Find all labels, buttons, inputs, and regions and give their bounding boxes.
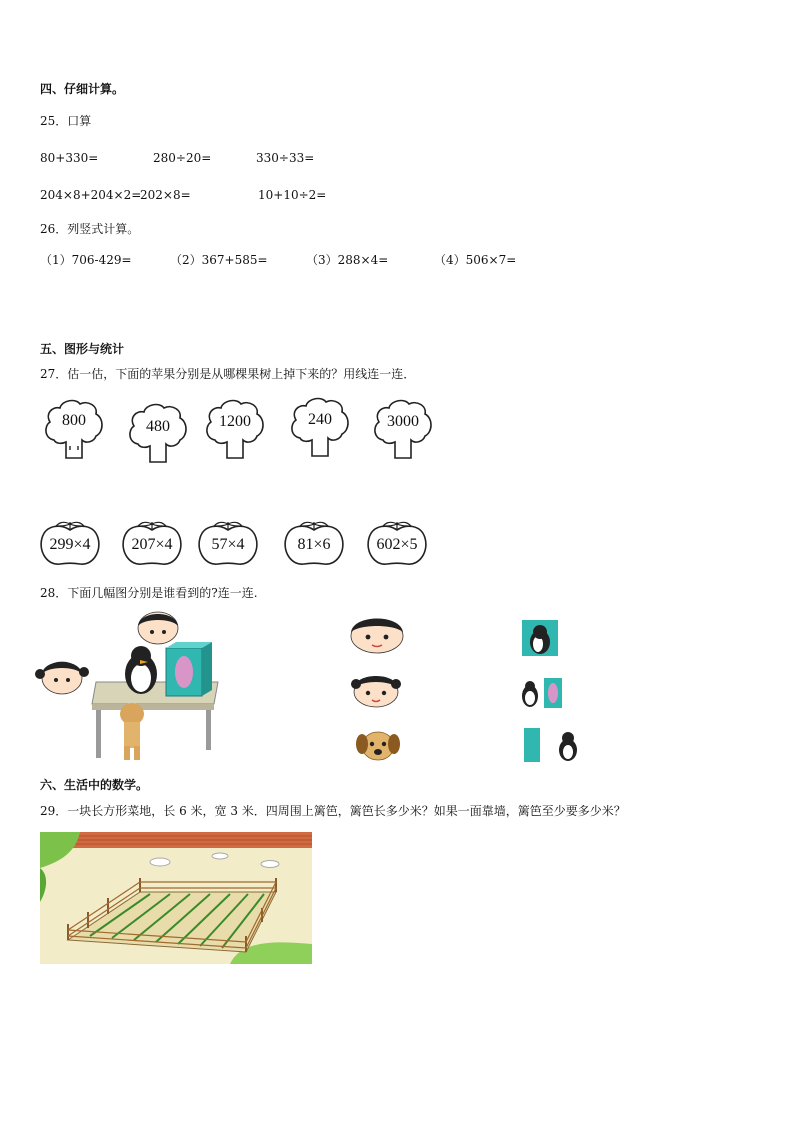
calc-item: 10+10÷2= xyxy=(258,188,327,202)
apple-icon[interactable] xyxy=(38,516,102,568)
tree-icon[interactable] xyxy=(370,398,436,464)
apple-icon[interactable] xyxy=(196,516,260,568)
tree-value: 1200 xyxy=(219,413,251,430)
tree-value: 240 xyxy=(308,411,332,428)
apple-expression: 299×4 xyxy=(49,536,91,553)
vertical-calc-item: （3）288×4= xyxy=(306,253,389,267)
apple-expression: 602×5 xyxy=(376,536,418,553)
tree-value: 800 xyxy=(62,412,86,429)
penguin-box-view-icon[interactable] xyxy=(522,620,558,656)
table-scene-illustration xyxy=(36,606,226,766)
section-4-title: 四、仔细计算。 xyxy=(40,82,125,96)
tree-value: 3000 xyxy=(387,413,419,430)
penguin-left-view-icon[interactable] xyxy=(520,676,568,710)
apple-expression: 207×4 xyxy=(131,536,173,553)
calc-item: 204×8+204×2= xyxy=(40,188,142,202)
question-29-label: 29．一块长方形菜地，长 6 米，宽 3 米．四周围上篱笆，篱笆长多少米？如果一面靠墙，篱笆至少要多少米？ xyxy=(40,804,626,818)
apple-icon[interactable] xyxy=(282,516,346,568)
girl-face-icon[interactable] xyxy=(348,666,404,708)
section-5-title: 五、图形与统计 xyxy=(40,342,125,356)
dog-face-icon[interactable] xyxy=(354,726,402,764)
vertical-calc-item: （2）367+585= xyxy=(170,253,268,267)
apple-expression: 81×6 xyxy=(297,536,331,553)
apple-expression: 57×4 xyxy=(211,536,245,553)
tree-icon[interactable] xyxy=(42,398,106,464)
apple-icon[interactable] xyxy=(364,516,430,568)
tree-value: 480 xyxy=(146,418,170,435)
apple-icon[interactable] xyxy=(120,516,184,568)
boy-face-icon[interactable] xyxy=(346,612,408,654)
question-28-label: 28．下面几幅图分别是谁看到的?连一连. xyxy=(40,586,258,600)
calc-item: 330÷33= xyxy=(256,151,315,165)
vertical-calc-item: （4）506×7= xyxy=(434,253,517,267)
vertical-calc-item: （1）706-429= xyxy=(40,253,132,267)
question-25-label: 25．口算 xyxy=(40,114,92,128)
calc-item: 80+330= xyxy=(40,151,99,165)
calc-item: 202×8= xyxy=(140,188,191,202)
tree-icon[interactable] xyxy=(126,402,190,468)
section-6-title: 六、生活中的数学。 xyxy=(40,778,149,792)
calc-item: 280÷20= xyxy=(153,151,212,165)
box-penguin-view-icon[interactable] xyxy=(524,726,580,762)
question-27-label: 27．估一估，下面的苹果分别是从哪棵果树上掉下来的？用线连一连． xyxy=(40,367,416,381)
vegetable-garden-illustration xyxy=(40,832,312,964)
tree-icon[interactable] xyxy=(288,396,352,462)
question-26-label: 26．列竖式计算。 xyxy=(40,222,140,236)
tree-icon[interactable] xyxy=(202,398,268,464)
